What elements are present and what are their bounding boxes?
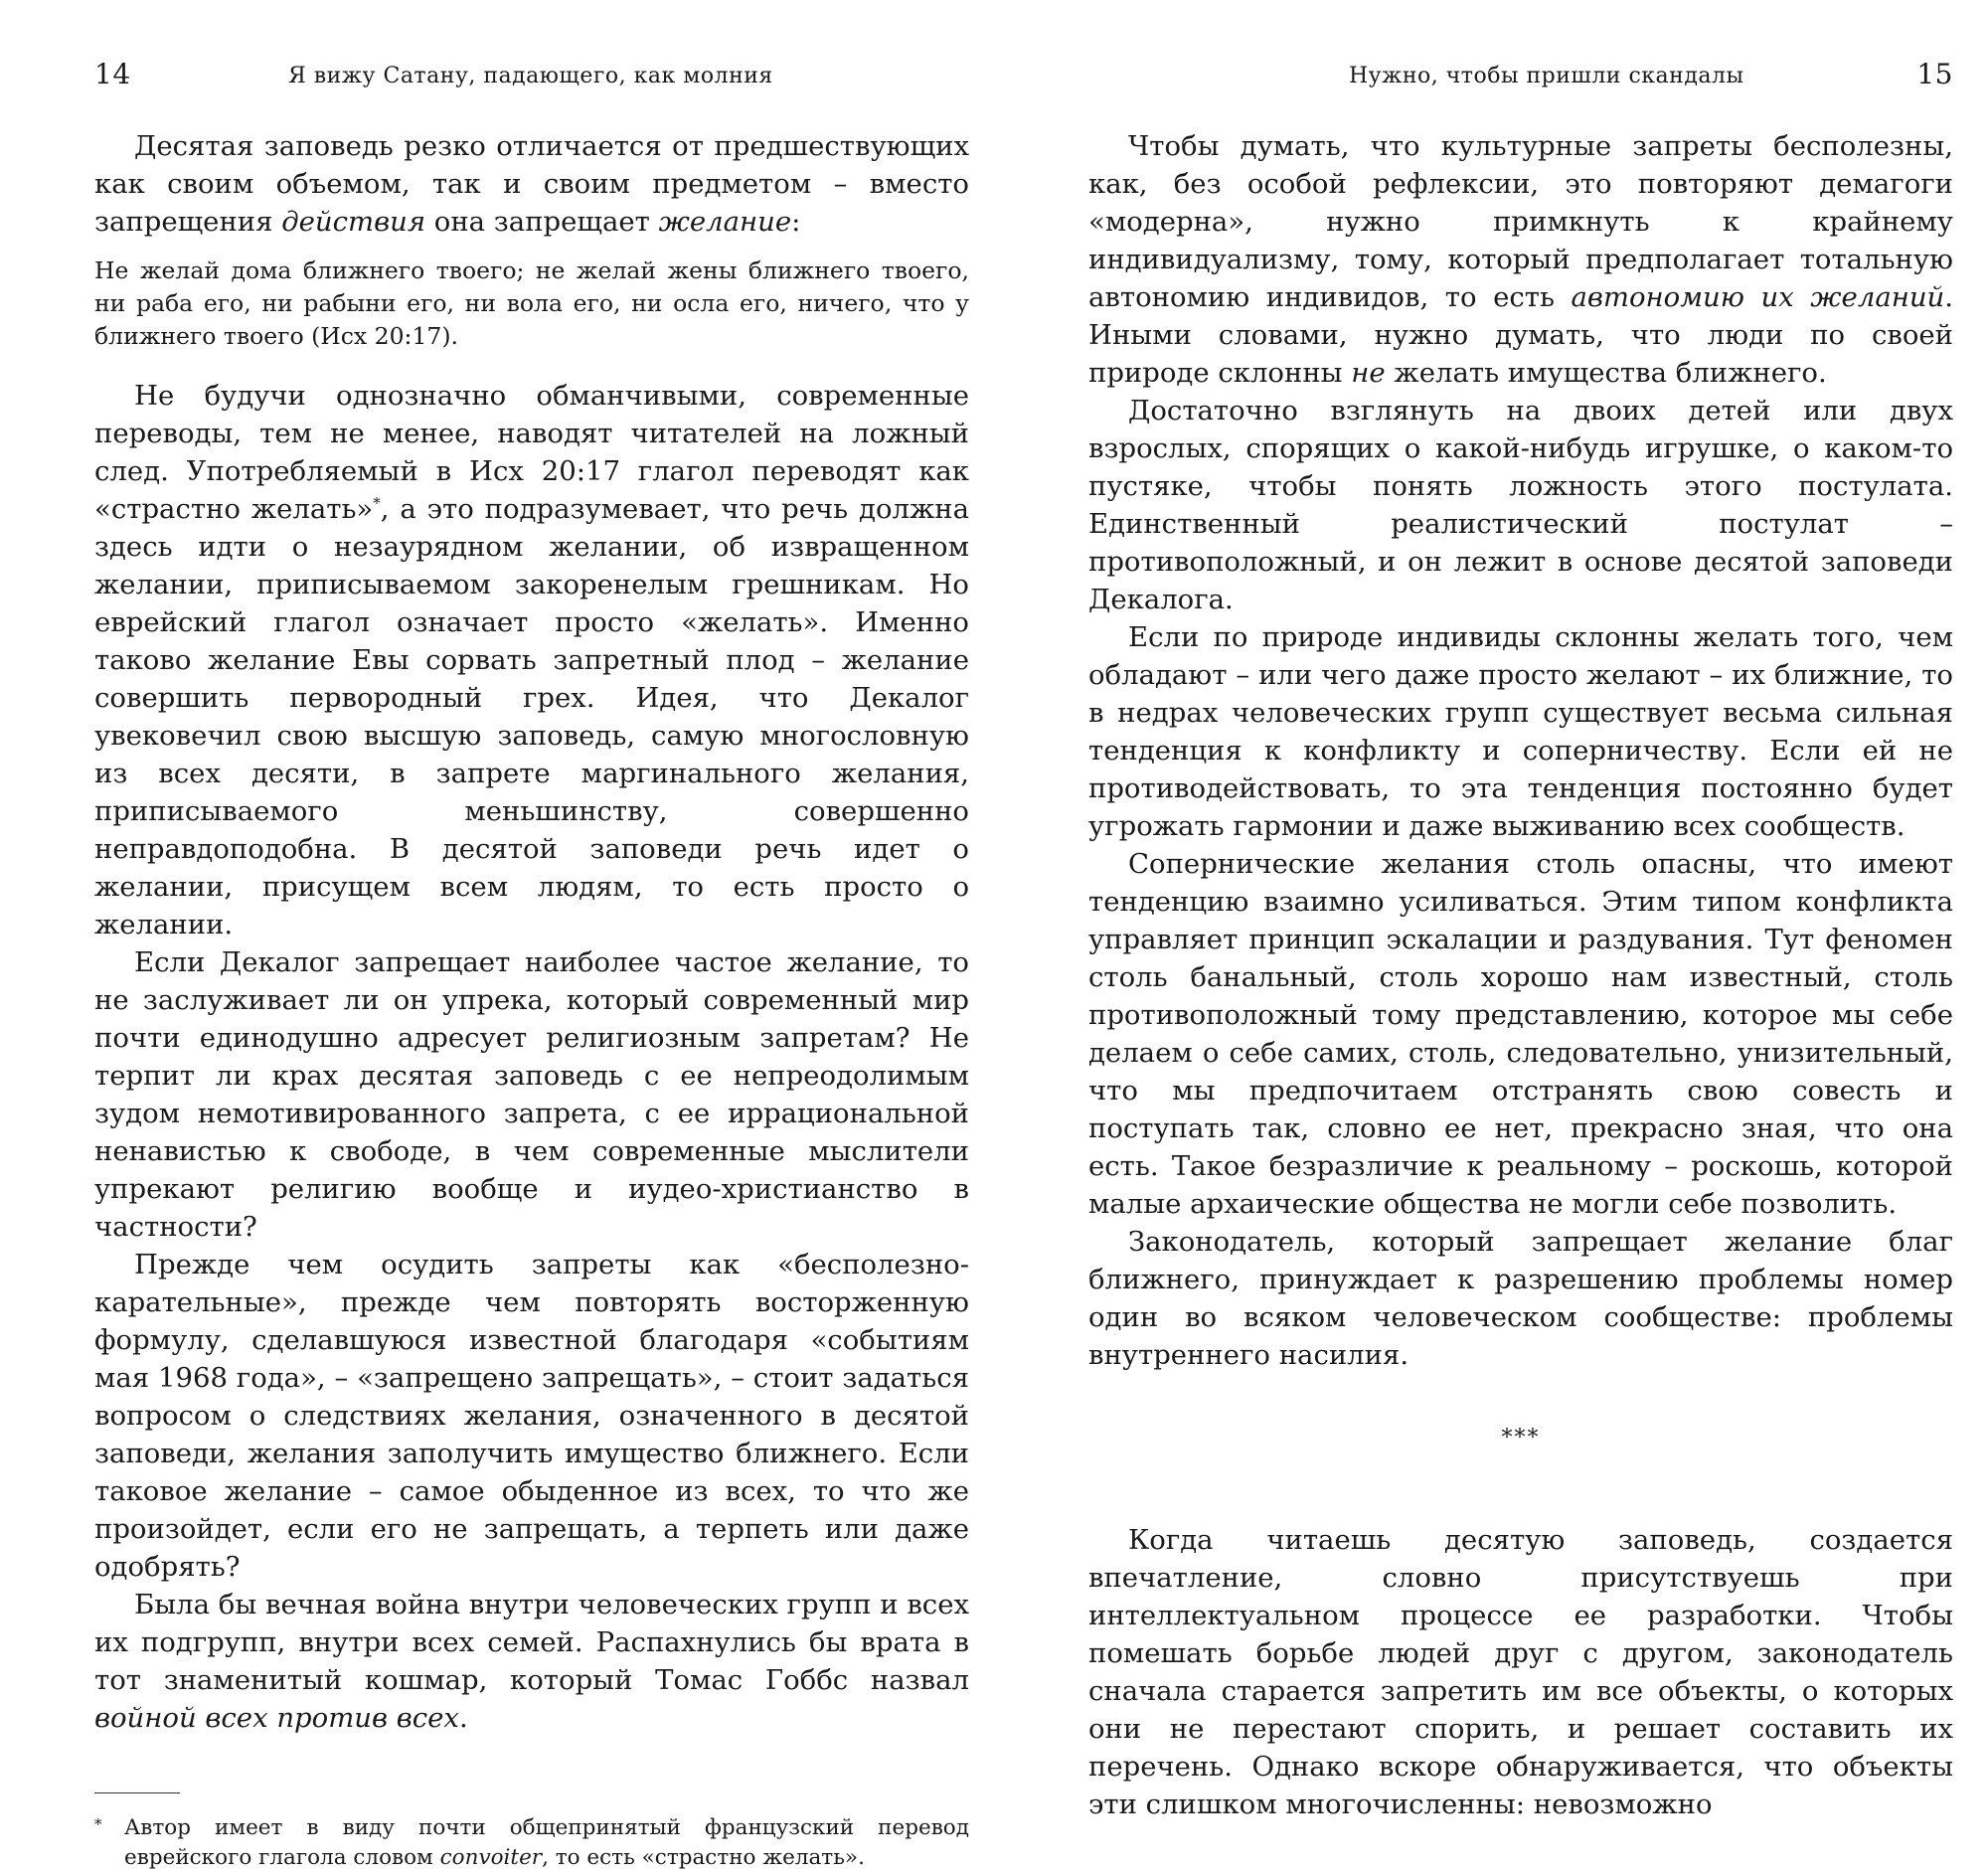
- paragraph: Прежде чем осудить запреты как «бесполезно-карательные», прежде чем повторять восторженную формулу, сделавшуюся известной благодаря «событиям мая 1968 года», – «запрещено запрещать», – стоит задаться вопросом о следствиях желания, означенного в десятой заповеди, желания заполучить имущество ближнего. Если таковое желание – самое обыденное из всех, то что же произойдет, если его не запрещать, а терпеть или даже одобрять?: [94, 1249, 969, 1583]
- paragraph: Сопернические желания столь опасны, что имеют тенденцию взаимно усиливаться. Этим типом конфликта управляет принцип эскалации и раздувания. Тут феномен столь банальный, столь хорошо нам известный, столь противоположный тому представлению, которое мы себе делаем о себе самих, столь, следовательно, унизительный, что мы предпочитаем отстранять свою совесть и поступать так, словно ее нет, прекрасно зная, что она есть. Такое безразличие к реальному – роскошь, которой малые архаические общества не могли себе позволить.: [1088, 848, 1953, 1220]
- block-quote: Не желай дома ближнего твоего; не желай жены ближнего твоего, ни раба его, ни рабыни его, ни вола его, ни осла его, ничего, что у ближнего твоего (Исх 20:17).: [94, 256, 969, 350]
- emphasis: действия: [281, 206, 426, 238]
- footnote-marker: *: [373, 493, 381, 512]
- right-page-body: [1088, 127, 1953, 1823]
- right-page-header: [1088, 58, 1953, 117]
- paragraph: Если Декалог запрещает наиболее частое желание, то не заслуживает ли он упрека, который современный мир почти единодушно адресует религиозным запретам? Не терпит ли крах десятая заповедь с ее непреодолимым зудом немотивированного запрета, с ее иррациональной ненавистью к свободе, в чем современные мыслители упрекают религию вообще и иудео-христианство в частности?: [94, 946, 969, 1243]
- emphasis: автономию их желаний: [1571, 281, 1945, 313]
- left-page-body: [94, 127, 969, 1873]
- paragraph: Достаточно взглянуть на двоих детей или двух взрослых, спорящих о какой-нибудь игрушке, о каком-то пустяке, чтобы понять ложность этого постулата. Единственный реалистический постулат – противоположный, и он лежит в основе десятой заповеди Декалога.: [1088, 395, 1953, 615]
- right-page: [1088, 0, 1954, 1820]
- emphasis: не: [1351, 357, 1386, 389]
- emphasis: желание: [658, 206, 792, 238]
- page-number: 15: [1916, 58, 1953, 90]
- left-page: [94, 0, 969, 1870]
- paragraph: Не будучи однозначно обманчивыми, современные переводы, тем не менее, наводят читателей на ложный след. Употребляемый в Исх 20:17 глагол переводят как «страстно желать»*, а это подразумевает, что речь должна здесь идти о незаурядном желании, об извращенном желании, приписываемом закоренелым грешникам. Но еврейский глагол означает просто «желать». Именно таково желание Евы сорвать запретный плод – желание совершить первородный грех. Идея, что Декалог увековечил свою высшую заповедь, самую многословную из всех десяти, в запрете маргинального желания, приписываемого меньшинству, совершенно неправдоподобна. В десятой заповеди речь идет о желании, присущем всем людям, то есть просто о желании.: [94, 380, 969, 940]
- paragraph: Если по природе индивиды склонны желать того, чем обладают – или чего даже просто желают – их ближние, то в недрах человеческих групп существует весьма сильная тенденция к конфликту и соперничеству. Если ей не противодействовать, то эта тенденция постоянно будет угрожать гармонии и даже выживанию всех сообществ.: [1088, 621, 1953, 842]
- left-page-header: [94, 58, 969, 117]
- paragraph: Когда читаешь десятую заповедь, создается впечатление, словно присутствуешь при интеллектуальном процессе ее разработки. Чтобы помешать борьбе людей друг с другом, законодатель сначала старается запретить им все объекты, о которых они не перестают спорить, и решает составить их перечень. Однако вскоре обнаруживается, что объекты эти слишком многочисленны: невозможно: [1088, 1524, 1953, 1820]
- paragraph: Чтобы думать, что культурные запреты бесполезны, как, без особой рефлексии, это повторяют демагоги «модерна», нужно примкнуть к крайнему индивидуализму, тому, который предполагает тотальную автономию индивидов, то есть автономию их желаний. Иными словами, нужно думать, что люди по своей природе склонны не желать имущества ближнего.: [1088, 130, 1954, 389]
- emphasis: convoiter: [439, 1845, 543, 1870]
- section-separator: ***: [1501, 1426, 1541, 1450]
- page-number: 14: [94, 58, 131, 90]
- footnote-mark: *: [94, 1815, 102, 1833]
- running-head: Я вижу Сатану, падающего, как молния: [288, 64, 773, 88]
- paragraph: Законодатель, который запрещает желание благ ближнего, принуждает к разрешению проблемы номер один во всяком человеческом сообществе: проблемы внутреннего насилия.: [1088, 1226, 1953, 1371]
- footnote: * Автор имеет в виду почти общепринятый французский перевод еврейского глагола словом convoiter, то есть «страстно желать».: [94, 1813, 969, 1873]
- footnote-divider: [94, 1792, 180, 1793]
- paragraph: Была бы вечная война внутри человеческих групп и всех их подгрупп, внутри всех семей. Распахнулись бы врата в тот знаменитый кошмар, который Томас Гоббс назвал войной всех против всех.: [94, 1589, 969, 1734]
- emphasis: войной всех против всех: [94, 1702, 459, 1734]
- running-head: Нужно, чтобы пришли скандалы: [1349, 64, 1744, 88]
- paragraph: Десятая заповедь резко отличается от предшествующих как своим объемом, так и своим предметом – вместо запрещения действия она запрещает желание:: [94, 130, 969, 238]
